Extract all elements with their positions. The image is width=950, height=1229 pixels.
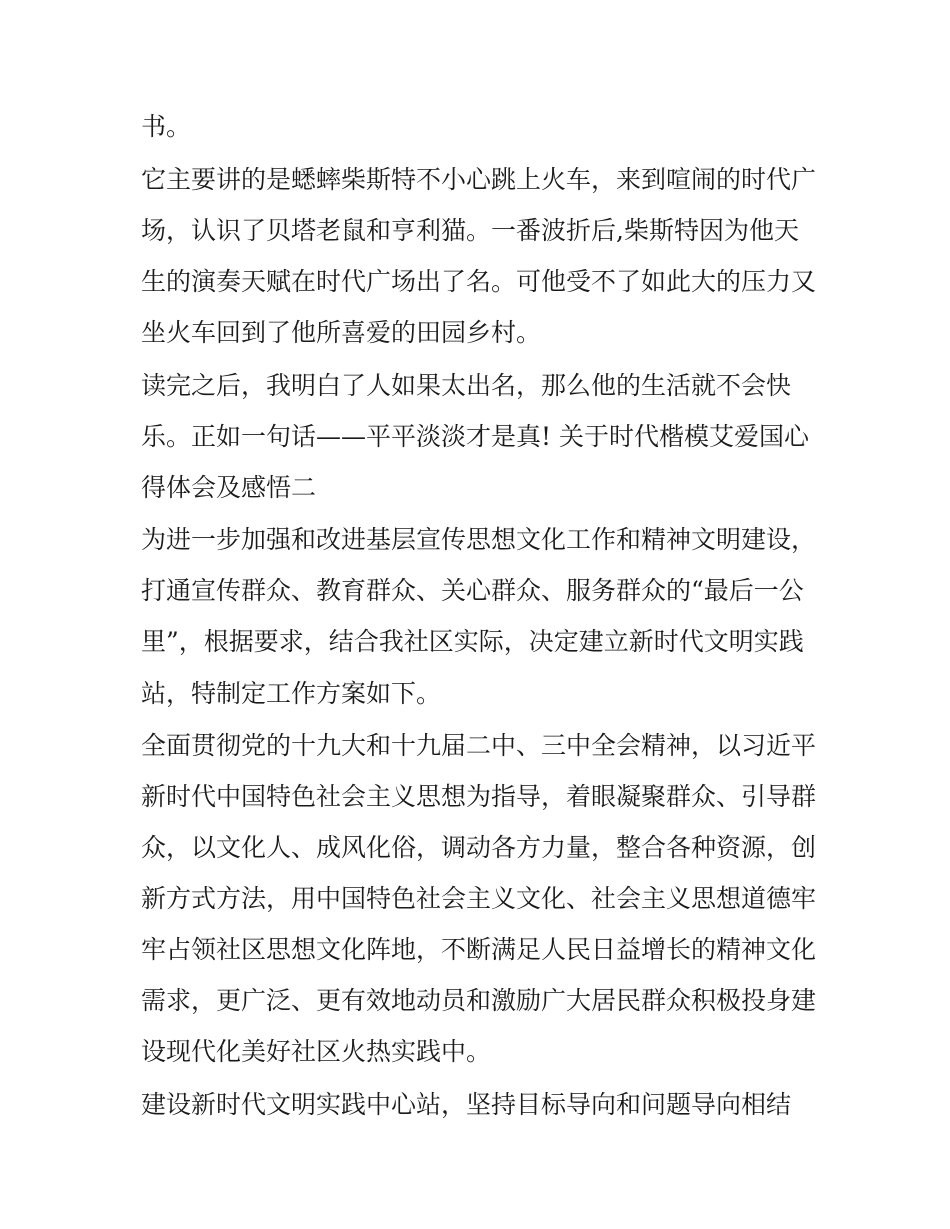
text-line: 需求，更广泛、更有效地动员和激励广大居民群众积极投身建: [141, 986, 817, 1015]
text-line: 打通宣传群众、教育群众、关心群众、服务群众的“最后一公: [141, 576, 804, 605]
text-line: 新方式方法，用中国特色社会主义文化、社会主义思想道德牢: [141, 884, 817, 913]
text-line: 书。: [141, 112, 192, 141]
text-line: 站，特制定工作方案如下。: [141, 679, 442, 708]
text-line: 新时代中国特色社会主义思想为指导，着眼凝聚群众、引导群: [141, 782, 817, 811]
text-line: 为进一步加强和改进基层宣传思想文化工作和精神文明建设，: [141, 525, 817, 554]
text-line: 众，以文化人、成风化俗，调动各方力量，整合各种资源，创: [141, 833, 817, 862]
text-line: 生的演奏天赋在时代广场出了名。可他受不了如此大的压力又: [141, 267, 817, 296]
text-line: 里”，根据要求，结合我社区实际，决定建立新时代文明实践: [141, 627, 804, 656]
text-line: 建设新时代文明实践中心站，坚持目标导向和问题导向相结: [141, 1090, 792, 1119]
text-line: 牢占领社区思想文化阵地，不断满足人民日益增长的精神文化: [141, 935, 817, 964]
text-line: 乐。正如一句话——平平淡淡才是真! 关于时代楷模艾爱国心: [141, 422, 809, 451]
text-line: 设现代化美好社区火热实践中。: [141, 1037, 492, 1066]
text-line: 得体会及感悟二: [141, 473, 317, 502]
text-line: 坐火车回到了他所喜爱的田园乡村。: [141, 318, 542, 347]
text-line: 场，认识了贝塔老鼠和亨利猫。一番波折后,柴斯特因为他天: [141, 216, 799, 245]
text-line: 它主要讲的是蟋蟀柴斯特不小心跳上火车，来到喧闹的时代广: [141, 165, 817, 194]
text-line: 读完之后，我明白了人如果太出名，那么他的生活就不会快: [141, 371, 792, 400]
text-line: 全面贯彻党的十九大和十九届二中、三中全会精神，以习近平: [141, 731, 817, 760]
